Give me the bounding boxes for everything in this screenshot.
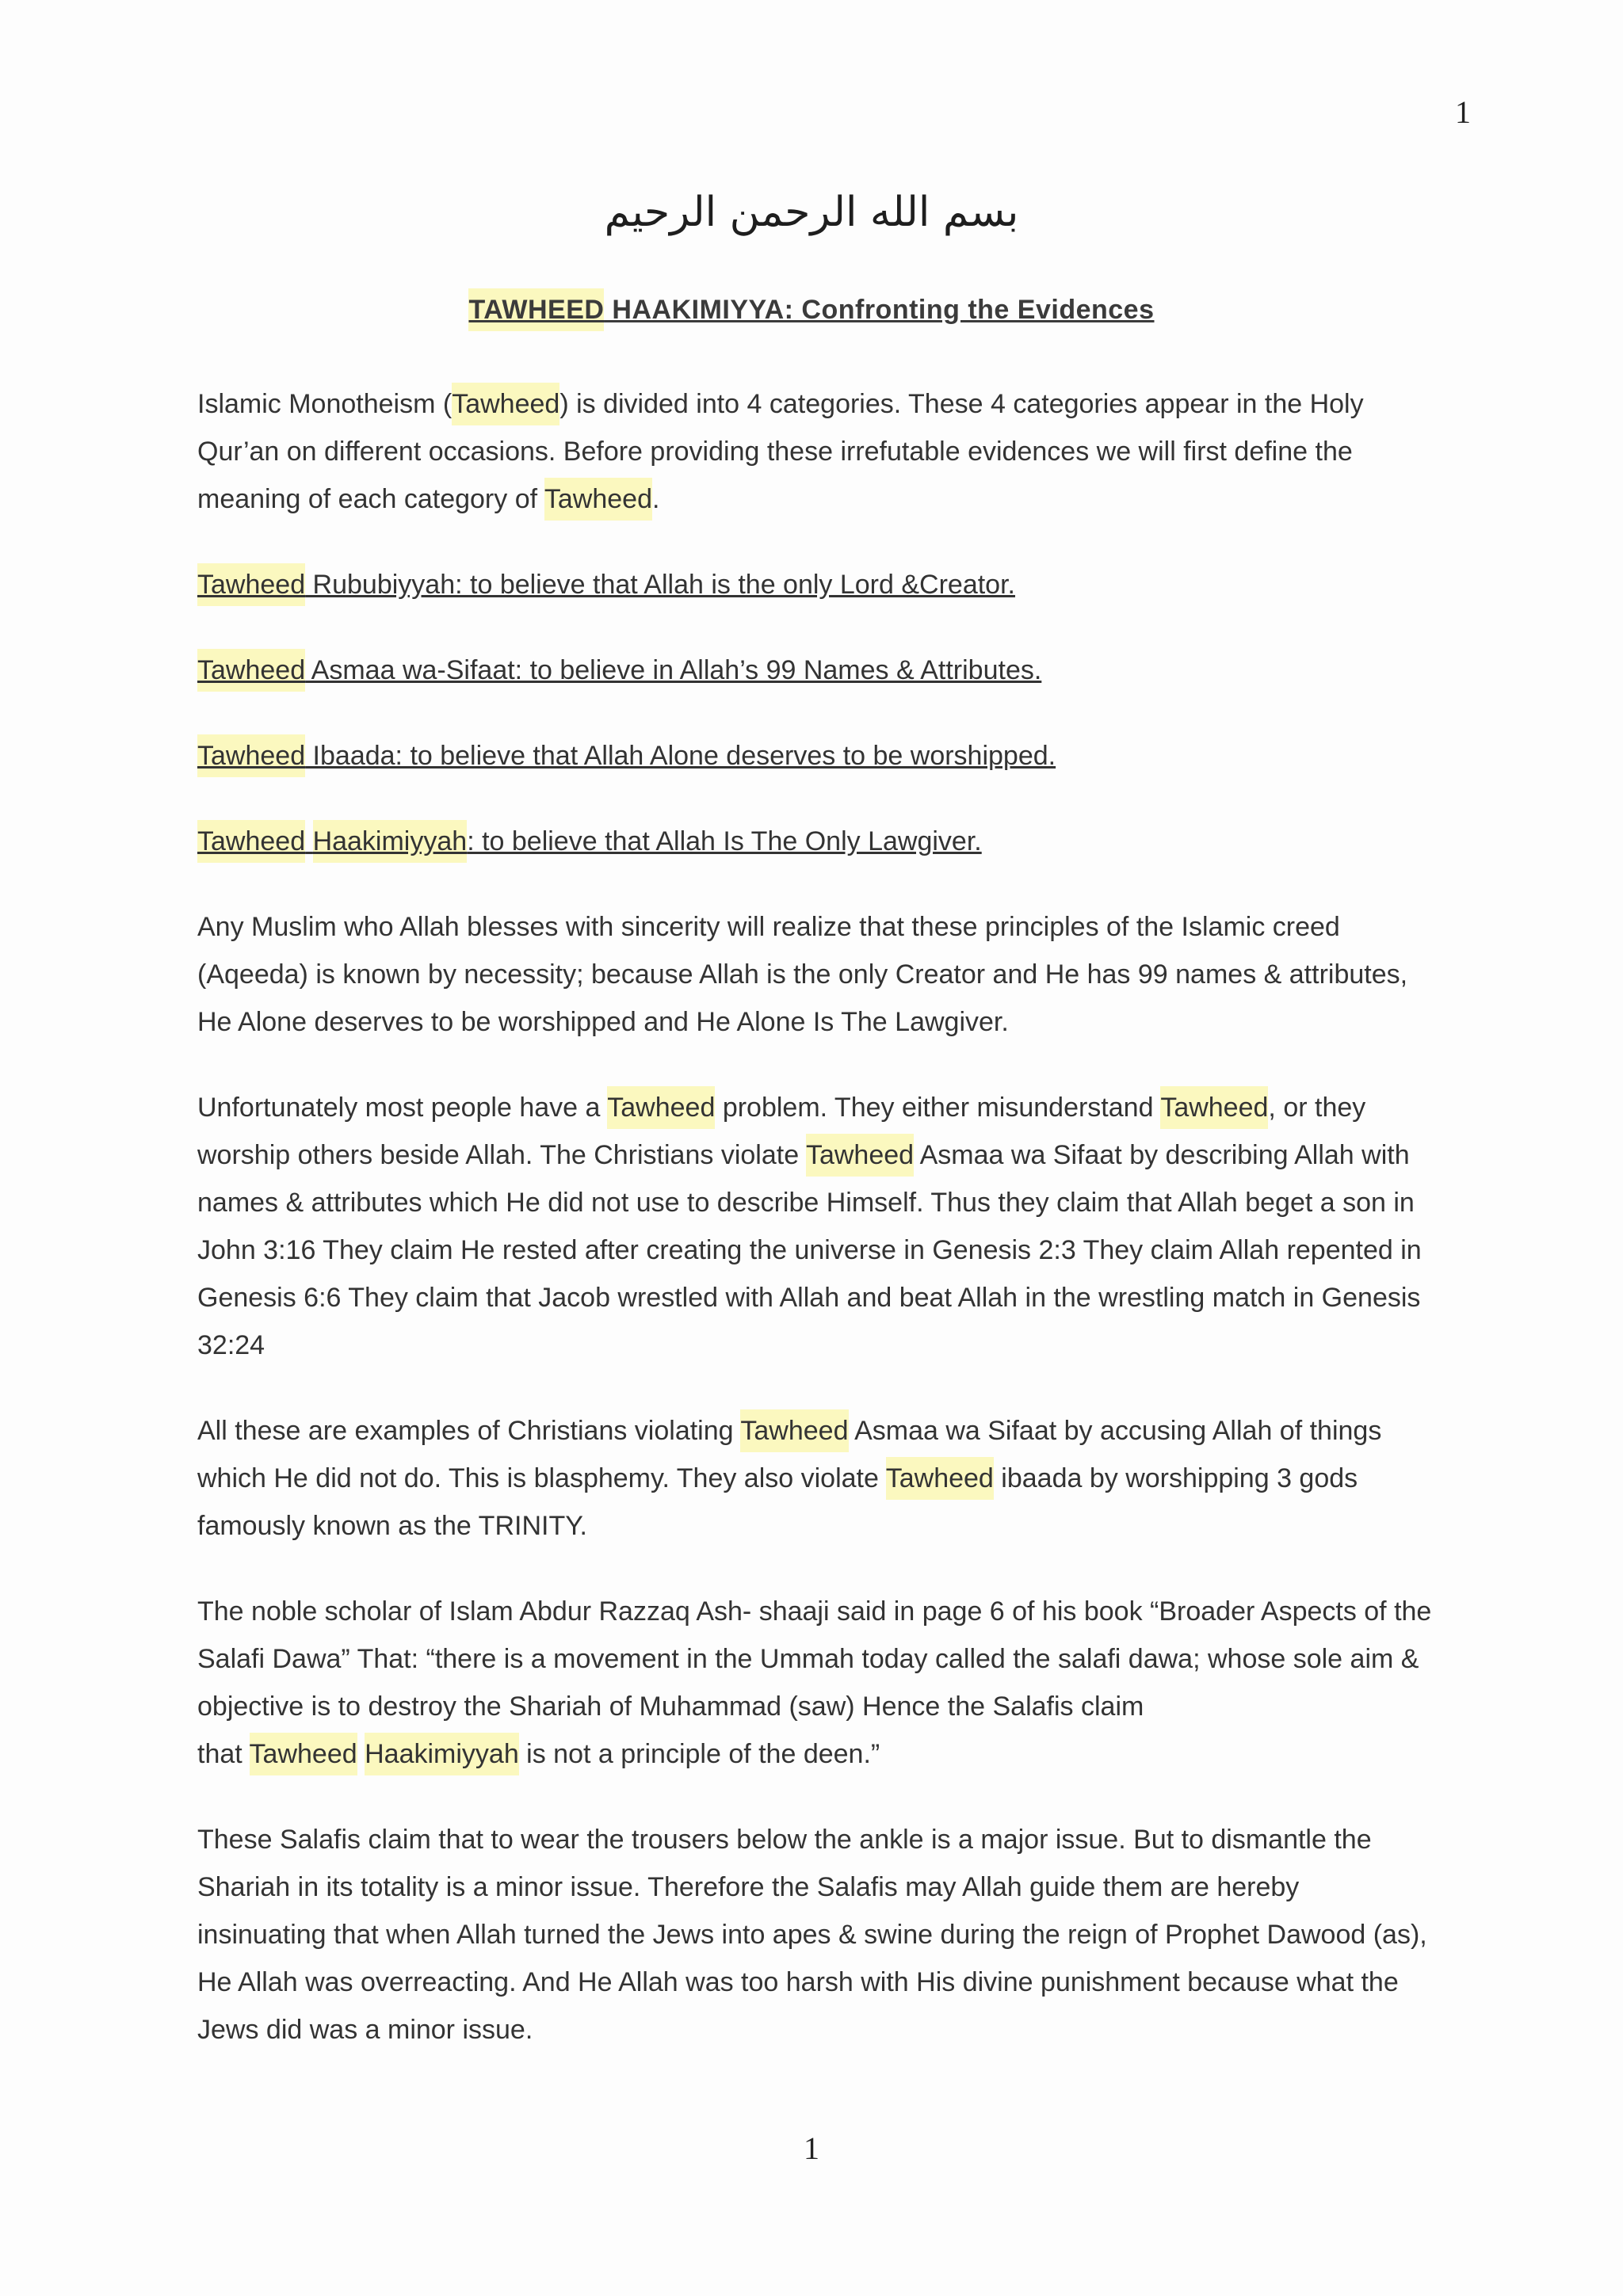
title-highlight: TAWHEED: [468, 288, 604, 331]
highlight-term: Tawheed: [197, 649, 305, 692]
highlight-term: Tawheed: [740, 1409, 848, 1452]
definition-rububiyyah: Tawheed Rububiyyah: to believe that Allah is the only Lord &Creator.: [197, 561, 1434, 608]
highlight-term: Tawheed: [1160, 1086, 1268, 1129]
page-number-top: 1: [1455, 94, 1471, 130]
christians-violation-paragraph: All these are examples of Christians violating Tawheed Asmaa wa Sifaat by accusing Allah of things which He did not do. This is blasphemy. They also violate Tawheed ibaada by worshipping 3 gods famously known as the TRINITY.: [197, 1407, 1434, 1550]
highlight-term: Tawheed: [197, 563, 305, 606]
definition-asmaa-wa-sifaat: Tawheed Asmaa wa-Sifaat: to believe in Allah’s 99 Names & Attributes.: [197, 646, 1434, 694]
highlight-term: Haakimiyyah: [313, 820, 468, 863]
document-body: [197, 380, 1434, 2092]
title-text: HAAKIMIYYA: Confronting the Evidences: [604, 295, 1155, 325]
highlight-term: Tawheed: [544, 478, 652, 521]
highlight-term: Tawheed: [452, 383, 559, 425]
definition-haakimiyyah: Tawheed Haakimiyyah: to believe that Allah Is The Only Lawgiver.: [197, 818, 1434, 865]
aqeeda-paragraph: Any Muslim who Allah blesses with sincerity will realize that these principles of the Islamic creed (Aqeeda) is known by necessity; because Allah is the only Creator and He has 99 names & attributes, He Alone deserves to be worshipped and He Alone Is The Lawgiver.: [197, 912, 1408, 1037]
highlight-term: Tawheed: [806, 1134, 914, 1177]
highlight-term: Tawheed: [886, 1457, 994, 1500]
definition-ibaada: Tawheed Ibaada: to believe that Allah Alone deserves to be worshipped.: [197, 732, 1434, 780]
tawheed-problem-paragraph: Unfortunately most people have a Tawheed problem. They either misunderstand Tawheed, or they worship others beside Allah. The Christians violate Tawheed Asmaa wa Sifaat by describing Allah with names & attributes which He did not use to describe Himself. Thus they claim that Allah beget a son in John 3:16 They claim He rested after creating the universe in Genesis 2:3 They claim Allah repented in Genesis 6:6 They claim that Jacob wrestled with Allah and beat Allah in the wrestling match in Genesis 32:24: [197, 1084, 1434, 1369]
highlight-term: Tawheed: [607, 1086, 715, 1129]
scholar-quote-paragraph: The noble scholar of Islam Abdur Razzaq Ash- shaaji said in page 6 of his book “Broader Aspects of the Salafi Dawa” That: “there is a movement in the Ummah today called the salafi dawa; whose sole aim & objective is to destroy the Shariah of Muhammad (saw) Hence the Salafis claim that Tawheed Haakimiyyah is not a principle of the deen.”: [197, 1588, 1434, 1778]
highlight-term: Tawheed: [197, 820, 305, 863]
page-number-bottom: 1: [804, 2130, 819, 2166]
salafis-claim-paragraph: These Salafis claim that to wear the trousers below the ankle is a major issue. But to dismantle the Shariah in its totality is a minor issue. Therefore the Salafis may Allah guide them are hereby insinuating that when Allah turned the Jews into apes & swine during the reign of Prophet Dawood (as), He Allah was overreacting. And He Allah was too harsh with His divine punishment because what the Jews did was a minor issue.: [197, 1825, 1427, 2045]
highlight-term: Haakimiyyah: [365, 1733, 519, 1775]
highlight-term: Tawheed: [250, 1733, 357, 1775]
intro-paragraph: Islamic Monotheism (Tawheed) is divided into 4 categories. These 4 categories appear in the Holy Qur’an on different occasions. Before providing these irrefutable evidences we will first define the meaning of each category of Tawheed.: [197, 380, 1434, 523]
bismillah-heading: بسم الله الرحمن الرحيم: [604, 189, 1019, 236]
document-title: [0, 295, 1623, 326]
highlight-term: Tawheed: [197, 734, 305, 777]
